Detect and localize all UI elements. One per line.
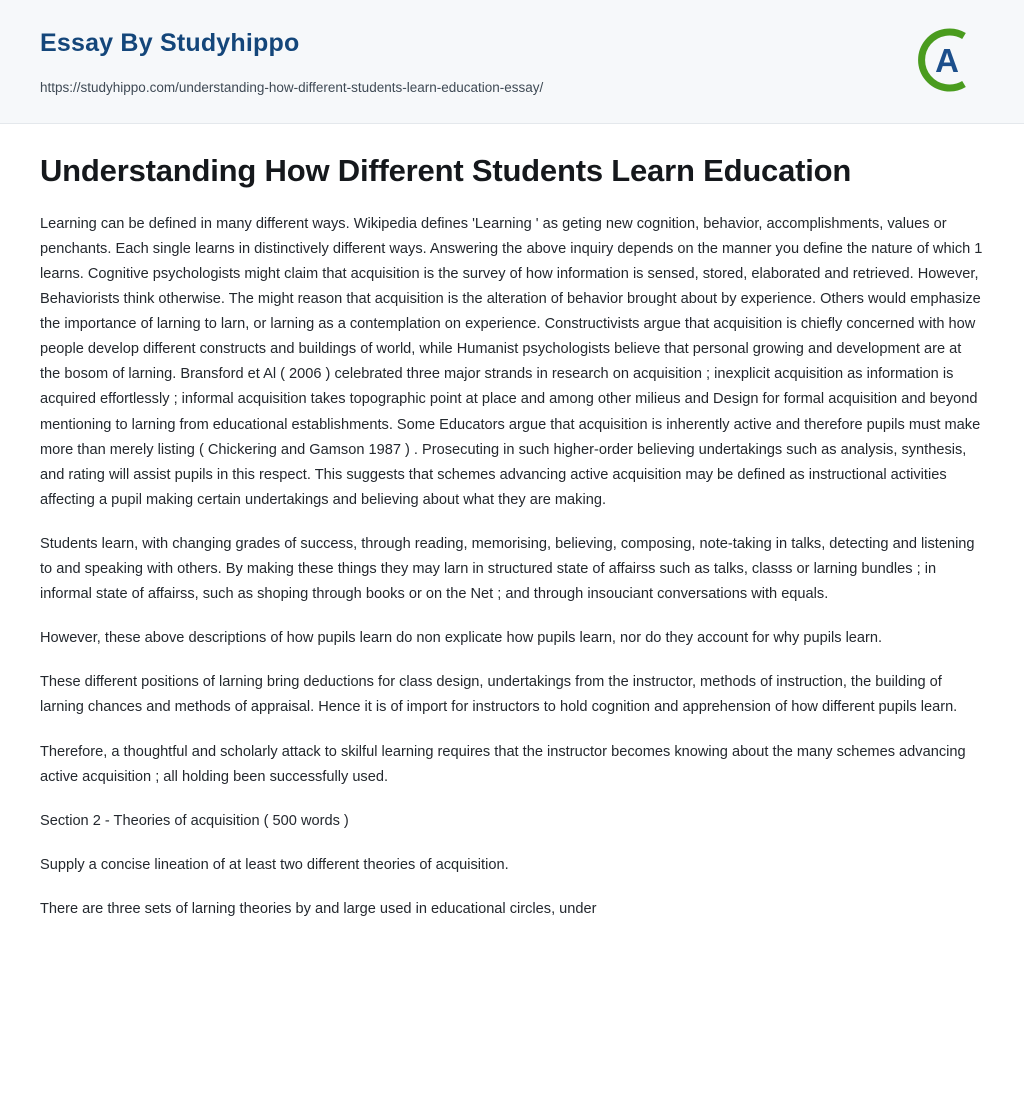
letter-a-circle-logo-icon [906, 22, 982, 98]
article-paragraph: Learning can be defined in many different ways. Wikipedia defines 'Learning ' as geting new cognition, behavior, accomplishments, values or penchants. Each single learns in distinctively different ways. Answering the above inquiry depends on the manner you define the nature of which 1 learns. Cognitive psychologists might claim that acquisition is the survey of how information is sensed, stored, elaborated and retrieved. However, Behaviorists think otherwise. The might reason that acquisition is the alteration of behavior brought about by experience. Others would emphasize the importance of larning to larn, or larning as a contemplation on experience. Constructivists argue that acquisition is chiefly concerned with how people develop different constructs and buildings of world, while Humanist psychologists believe that personal growing and development are at the bosom of larning. Bransford et Al ( 2006 ) celebrated three major strands in research on acquisition ; inexplicit acquisition as information is acquired effortlessly ; informal acquisition takes topographic point at place and among other milieus and Design for formal acquisition and beyond mentioning to larning from educational establishments. Some Educators argue that acquisition is inherently active and therefore pupils must make more than merely listing ( Chickering and Gamson 1987 ) . Prosecuting in such higher-order believing undertakings such as analysis, synthesis, and rating will assist pupils in this respect. This suggests that schemes advancing active acquisition may be defined as instructional activities affecting a pupil making certain undertakings and believing about what they are making. [40, 215, 983, 508]
article-paragraph: These different positions of larning bring deductions for class design, undertakings from the instructor, methods of instruction, the building of larning chances and methods of appraisal. Hence it is of import for instructors to hold cognition and apprehension of how different pupils learn. [40, 674, 958, 716]
article-paragraph: Students learn, with changing grades of success, through reading, memorising, believing, composing, note-taking in talks, detecting and listening to and speaking with others. By making these things they may larn in structured state of affairss such as talks, classs or larning bundles ; in informal state of affairss, such as shoping through books or on the Net ; and through insouciant conversations with equals. [40, 535, 975, 603]
svg-text:A: A [935, 42, 959, 79]
brand-name: Studyhippo [159, 29, 300, 57]
site-header [0, 0, 1024, 124]
article-paragraph: However, these above descriptions of how pupils learn do non explicate how pupils learn, nor do they account for why pupils learn. [40, 630, 883, 647]
article-paragraph: Supply a concise lineation of at least two different theories of acquisition. [40, 856, 509, 873]
page-title: Understanding How Different Students Learn Education [40, 153, 852, 188]
article-paragraph: There are three sets of larning theories by and large used in educational circles, under [40, 900, 597, 917]
source-url-link[interactable]: https://studyhippo.com/understanding-how-different-students-learn-education-essay/ [40, 79, 544, 95]
article-paragraph: Therefore, a thoughtful and scholarly attack to skilful learning requires that the instructor becomes knowing about the many schemes advancing active acquisition ; all holding been successfully used. [40, 743, 966, 785]
brand-title [40, 30, 984, 58]
brand-prefix: Essay By [40, 29, 160, 57]
article-body [0, 124, 1024, 962]
article-section-heading: Section 2 - Theories of acquisition ( 500 words ) [40, 812, 349, 829]
